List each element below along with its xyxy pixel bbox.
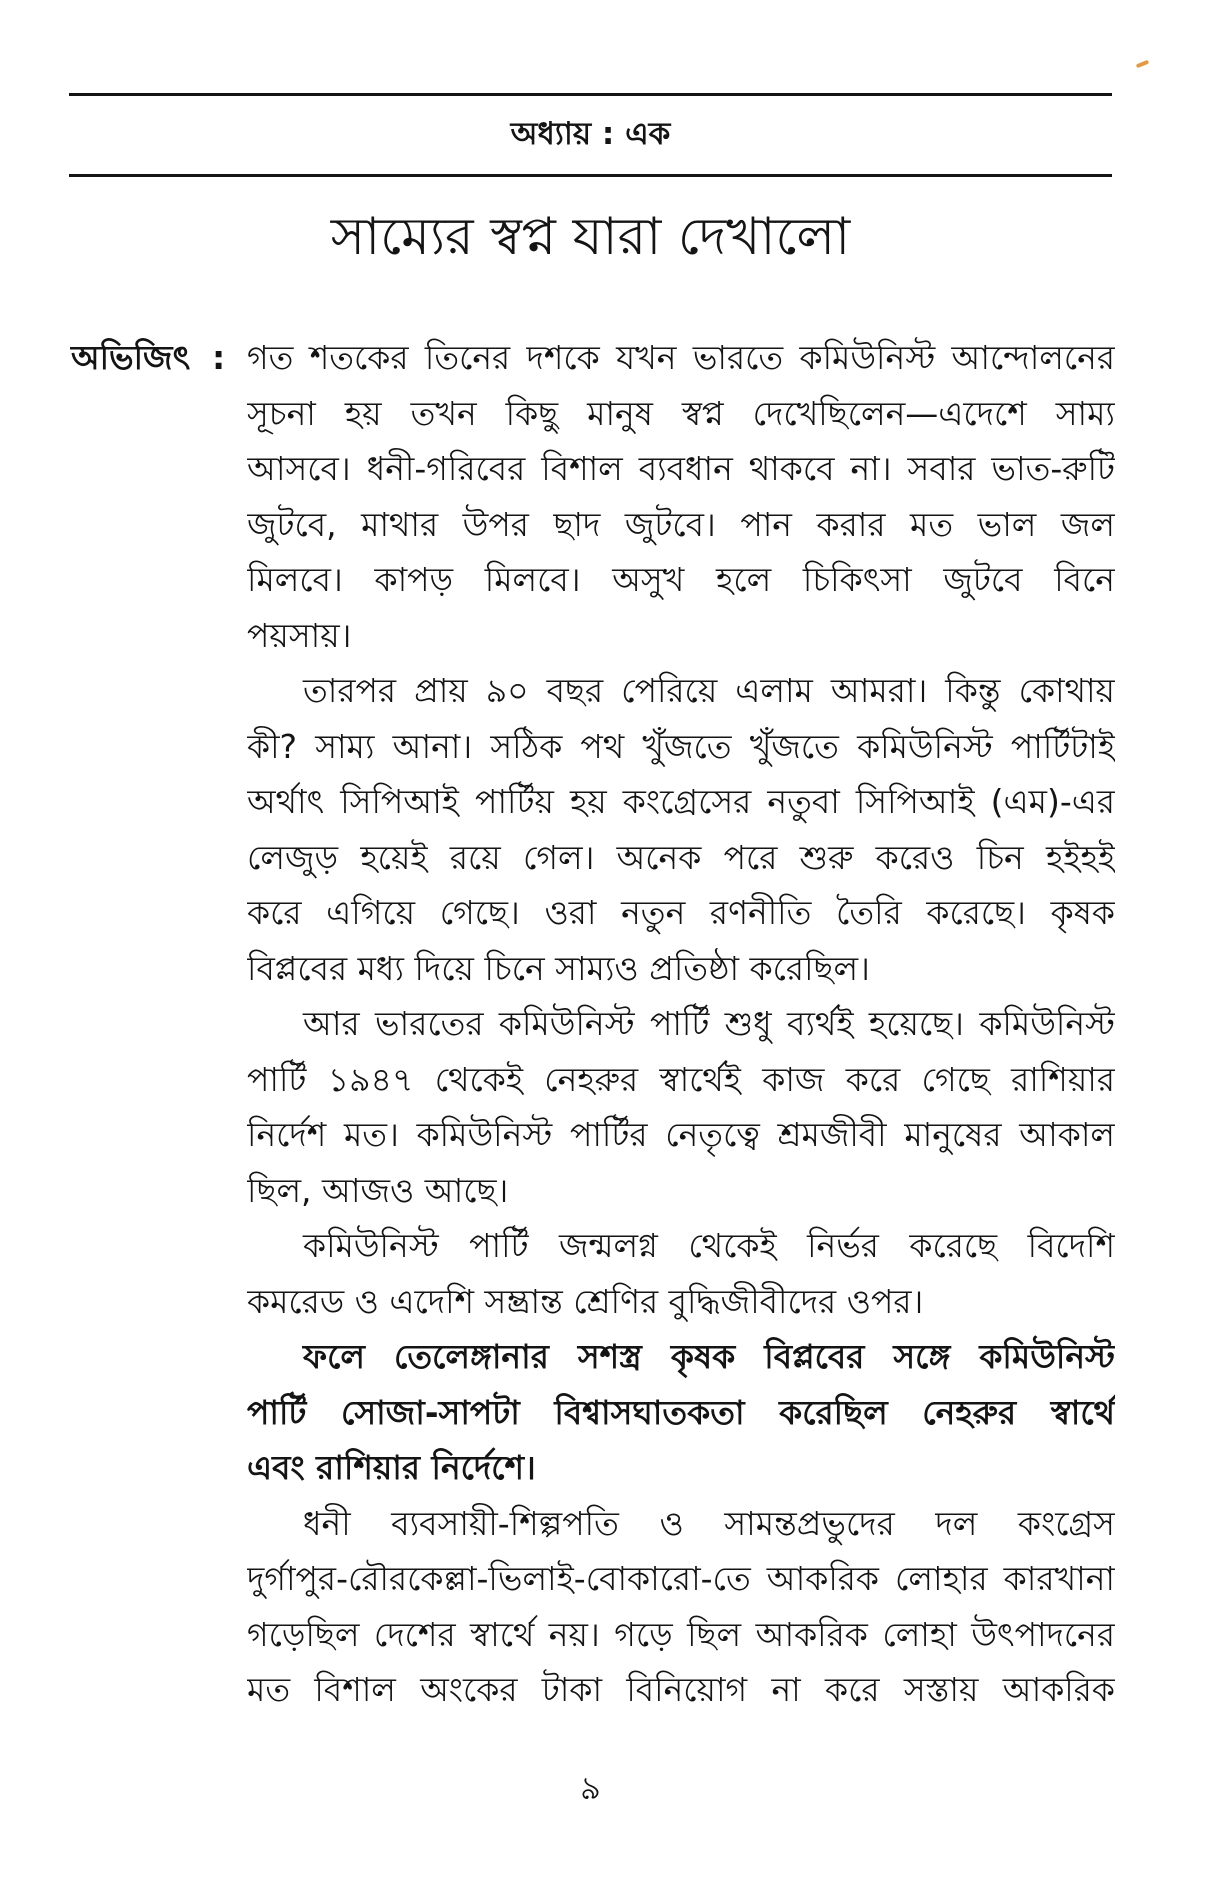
text-line: পার্টি সোজা-সাপটা বিশ্বাসঘাতকতা করেছিল নেহরুর স্বার্থে bbox=[247, 1392, 1115, 1432]
text-line: মত বিশাল অংকের টাকা বিনিয়োগ না করে সস্তায় আকরিক bbox=[247, 1670, 1115, 1709]
text-line: আর ভারতের কমিউনিস্ট পার্টি শুধু ব্যর্থই হয়েছে। কমিউনিস্ট bbox=[303, 1004, 1115, 1043]
chapter-title: সাম্যের স্বপ্ন যারা দেখালো bbox=[330, 207, 851, 267]
paragraph bbox=[247, 1496, 1115, 1718]
text-line: দুর্গাপুর-রৌরকেল্লা-ভিলাই-বোকারো-তে আকরিক লোহার কারখানা bbox=[247, 1559, 1115, 1598]
chapter-heading: অধ্যায় : এক bbox=[510, 116, 671, 152]
text-line: জুটবে, মাথার উপর ছাদ জুটবে। পান করার মত ভাল জল bbox=[247, 504, 1115, 544]
paragraph bbox=[247, 663, 1115, 996]
header-top-rule bbox=[69, 93, 1112, 96]
text-line: বিপ্লবের মধ্য দিয়ে চিনে সাম্যও প্রতিষ্ঠা করেছিল। bbox=[247, 948, 870, 988]
body-text bbox=[247, 330, 1115, 1718]
paragraph bbox=[247, 1218, 1115, 1329]
text-line: এবং রাশিয়ার নির্দেশে। bbox=[247, 1448, 536, 1487]
paragraph bbox=[247, 996, 1115, 1218]
text-line: গড়েছিল দেশের স্বার্থে নয়। গড়ে ছিল আকরিক লোহা উৎপাদনের bbox=[247, 1614, 1115, 1654]
text-line: নির্দেশ মত। কমিউনিস্ট পার্টির নেতৃত্বে শ্রমজীবী মানুষের আকাল bbox=[247, 1115, 1115, 1154]
text-line: কী? সাম্য আনা। সঠিক পথ খুঁজতে খুঁজতে কমিউনিস্ট পার্টিটাই bbox=[247, 726, 1115, 766]
text-line: গত শতকের তিনের দশকে যখন ভারতে কমিউনিস্ট আন্দোলনের bbox=[247, 338, 1115, 377]
text-line: পার্টি ১৯৪৭ থেকেই নেহরুর স্বার্থেই কাজ করে গেছে রাশিয়ার bbox=[247, 1059, 1115, 1099]
text-line: অর্থাৎ সিপিআই পার্টিয় হয় কংগ্রেসের নতুবা সিপিআই (এম)-এর bbox=[247, 782, 1115, 821]
bold-paragraph bbox=[247, 1329, 1115, 1496]
text-line: সূচনা হয় তখন কিছু মানুষ স্বপ্ন দেখেছিলেন—এদেশে সাম্য bbox=[247, 393, 1115, 433]
text-line: মিলবে। কাপড় মিলবে। অসুখ হলে চিকিৎসা জুটবে বিনে bbox=[247, 560, 1115, 599]
speaker-label: অভিজিৎ bbox=[71, 338, 191, 377]
header-bottom-rule bbox=[69, 174, 1112, 177]
text-line: পয়সায়। bbox=[247, 615, 352, 655]
text-line: ছিল, আজও আছে। bbox=[247, 1170, 509, 1210]
text-line: ধনী ব্যবসায়ী-শিল্পপতি ও সামন্তপ্রভুদের দল কংগ্রেস bbox=[303, 1503, 1115, 1543]
text-line: তারপর প্রায় ৯০ বছর পেরিয়ে এলাম আমরা। কিন্তু কোথায় bbox=[303, 671, 1115, 710]
speaker-colon: : bbox=[212, 338, 226, 377]
text-line: আসবে। ধনী-গরিবের বিশাল ব্যবধান থাকবে না। সবার ভাত-রুটি bbox=[247, 449, 1115, 488]
text-line: কমিউনিস্ট পার্টি জন্মলগ্ন থেকেই নির্ভর করেছে বিদেশি bbox=[303, 1226, 1115, 1265]
text-line: লেজুড় হয়েই রয়ে গেল। অনেক পরে শুরু করেও চিন হইহই bbox=[247, 837, 1115, 877]
text-line: কমরেড ও এদেশি সম্ভ্রান্ত শ্রেণির বুদ্ধিজীবীদের ওপর। bbox=[247, 1281, 924, 1321]
page-number: ৯ bbox=[580, 1769, 601, 1807]
paragraph bbox=[247, 330, 1115, 663]
text-line: ফলে তেলেঙ্গানার সশস্ত্র কৃষক বিপ্লবের সঙ্গে কমিউনিস্ট bbox=[303, 1337, 1115, 1376]
scan-mark bbox=[1136, 60, 1150, 69]
text-line: করে এগিয়ে গেছে। ওরা নতুন রণনীতি তৈরি করেছে। কৃষক bbox=[247, 893, 1115, 932]
